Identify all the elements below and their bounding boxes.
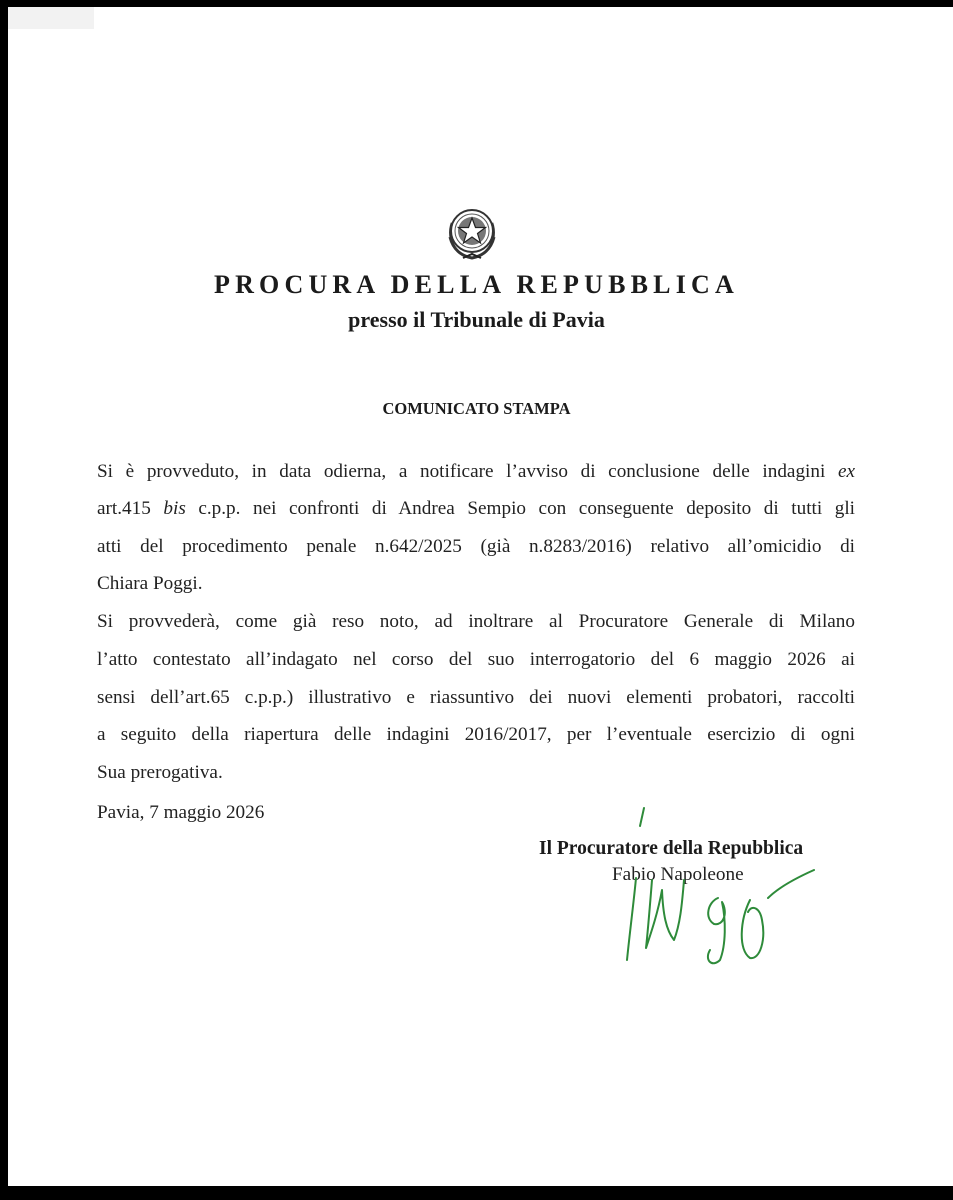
handwritten-signature [600, 780, 840, 980]
paragraph1-line1: Si è provveduto, in data odierna, a notificare l’avviso di conclusione delle indagini ex [97, 461, 855, 482]
signer-title: Il Procuratore della Repubblica [539, 838, 804, 859]
paragraph1-line2: art.415 bis c.p.p. nei confronti di Andrea Sempio con conseguente deposito di tutti gli [97, 498, 856, 519]
screen-frame-top [0, 0, 953, 7]
office-subtitle: presso il Tribunale di Pavia [348, 307, 605, 332]
paragraph1-line4: Chiara Poggi. [97, 573, 203, 594]
italian-republic-emblem-icon [441, 201, 503, 263]
screen-frame-left [0, 0, 8, 1200]
press-release-heading: COMUNICATO STAMPA [382, 399, 571, 418]
office-title: PROCURA DELLA REPUBBLICA [214, 270, 739, 299]
paragraph1-line3: atti del procedimento penale n.642/2025 (già n.8283/2016) relativo all’omicidio di [97, 536, 855, 557]
place-date: Pavia, 7 maggio 2026 [97, 802, 265, 823]
signer-name: Fabio Napoleone [612, 864, 744, 885]
paragraph2-line5: Sua prerogativa. [97, 762, 223, 783]
screen-frame-bottom [0, 1186, 953, 1200]
paragraph2-line2: l’atto contestato all’indagato nel corso del suo interrogatorio del 6 maggio 2026 ai [97, 649, 855, 670]
screen-corner-strip [8, 7, 94, 29]
signature-strokes [627, 808, 814, 963]
paragraph2-line1: Si provvederà, come già reso noto, ad inoltrare al Procuratore Generale di Milano [97, 611, 855, 632]
paragraph2-line3: sensi dell’art.65 c.p.p.) illustrativo e riassuntivo dei nuovi elementi probatori, raccolti [97, 687, 855, 708]
paragraph2-line4: a seguito della riapertura delle indagini 2016/2017, per l’eventuale esercizio di ogni [97, 724, 855, 745]
